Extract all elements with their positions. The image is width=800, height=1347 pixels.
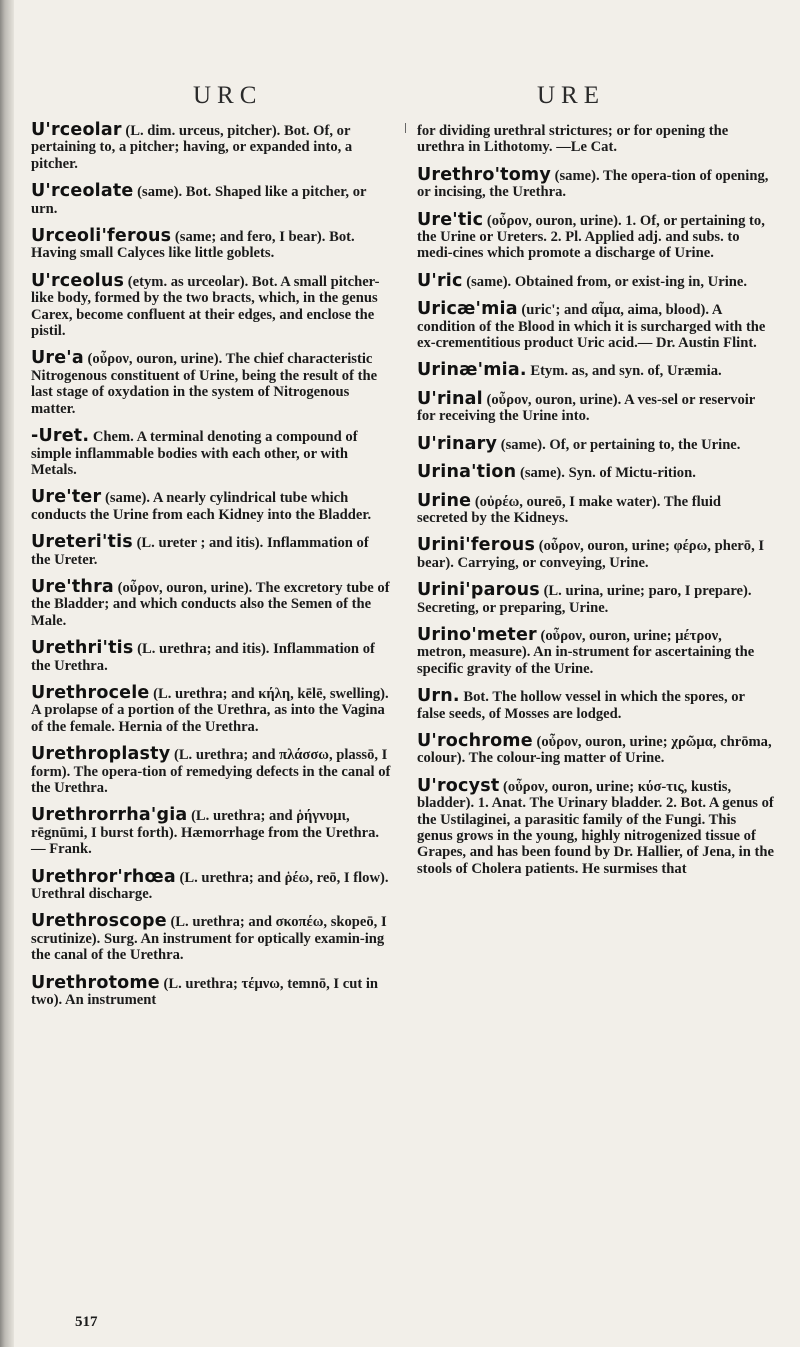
entry-headword: U'rceolus bbox=[31, 270, 125, 291]
header-left: URC bbox=[193, 82, 263, 109]
entry-definition: (οὖρον, ouron, urine; φέρω, pherō, I bear). Carrying, or conveying, Urine. bbox=[417, 538, 765, 571]
entry-definition: (οὖρον, ouron, urine; χρῶμα, chrōma, colour). The colour-ing matter of Urine. bbox=[417, 733, 772, 767]
entry-headword: Ure'ter bbox=[31, 487, 102, 508]
dictionary-entry bbox=[31, 122, 391, 172]
left-column bbox=[31, 122, 391, 1019]
entry-headword: Urina'tion bbox=[417, 462, 517, 483]
entry-headword: Urethroscope bbox=[31, 911, 167, 932]
entry-definition: Etym. as, and syn. of, Uræmia. bbox=[526, 363, 722, 380]
entry-definition: (same). Syn. of Mictu-rition. bbox=[516, 465, 696, 482]
entry-headword: Urceoli'ferous bbox=[31, 226, 172, 247]
entry-headword: U'rocyst bbox=[417, 775, 500, 796]
entry-definition: (same). Bot. Shaped like a pitcher, or urn. bbox=[31, 184, 367, 217]
dictionary-entry bbox=[31, 972, 391, 1009]
entry-headword: U'rceolate bbox=[31, 181, 134, 202]
entry-headword: Urethrorrha'gia bbox=[31, 805, 188, 826]
dictionary-entry bbox=[31, 534, 391, 568]
dictionary-entry bbox=[417, 582, 774, 616]
dictionary-entry bbox=[417, 301, 774, 351]
entry-definition: (same). The opera-tion of opening, or incising, the Urethra. bbox=[417, 167, 769, 201]
dictionary-entry bbox=[417, 624, 774, 677]
entry-headword: Urethro'tomy bbox=[417, 164, 551, 185]
dictionary-entry bbox=[417, 362, 774, 379]
dictionary-entry bbox=[417, 209, 774, 262]
entry-headword: Urethror'rhœa bbox=[31, 866, 176, 887]
dictionary-entry bbox=[31, 270, 391, 340]
dictionary-entry bbox=[31, 489, 391, 523]
page-binding-edge bbox=[0, 0, 14, 1347]
entry-definition: (οὖρον, ouron, urine). The chief characteristic Nitrogenous constituent of Urine, being the result of the last stage of oxydation in the system of Nitrogenous matter. bbox=[31, 351, 378, 417]
entry-definition: (same; and fero, I bear). Bot. Having small Calyces like little goblets. bbox=[31, 229, 355, 262]
entry-definition: (οὖρον, ouron, urine; κύσ-τις, kustis, bladder). 1. Anat. The Urinary bladder. 2. Bot. A genus of the Ustilaginei, a parasitic family of the Fungi. This genus grows in the young, highly nitrogenized tissue of Grapes, and has been found by Dr. Hallier, of Jena, in the stools of Cholera patients. He surmises that bbox=[417, 778, 774, 877]
page-number: 517 bbox=[75, 1314, 98, 1330]
entry-definition: (L. urethra; and κήλη, kēlē, swelling). A prolapse of a portion of the Urethra, as into the Vagina of the female. Hernia of the Urethra. bbox=[31, 685, 389, 735]
dictionary-entry bbox=[417, 388, 774, 425]
entry-headword: Urethrotome bbox=[31, 972, 160, 993]
entry-definition: (οὖρον, ouron, urine). The excretory tube of the Bladder; and which conducts also the Semen of the Male. bbox=[31, 579, 390, 629]
entry-headword: Urinæ'mia. bbox=[417, 360, 527, 381]
entry-headword: Ure'a bbox=[31, 348, 84, 369]
dictionary-entry bbox=[31, 682, 391, 735]
entry-definition: (L. urethra; τέμνω, temnō, I cut in two). An instrument bbox=[31, 975, 379, 1009]
entry-definition: (οὖρον, ouron, urine; μέτρον, metron, measure). An in-strument for ascertaining the specific gravity of the Urine. bbox=[417, 627, 755, 677]
entry-definition: (L. dim. urceus, pitcher). Bot. Of, or pertaining to, a pitcher; having, or expanded into, a pitcher. bbox=[31, 123, 353, 172]
entry-definition: (same). A nearly cylindrical tube which conducts the Urine from each Kidney into the Bladder. bbox=[31, 490, 372, 523]
entry-definition: (οὖρον, ouron, urine). A ves-sel or reservoir for receiving the Urine into. bbox=[417, 391, 756, 425]
entry-headword: Urethroplasty bbox=[31, 744, 171, 765]
dictionary-entry bbox=[31, 807, 391, 857]
dictionary-entry bbox=[31, 640, 391, 674]
entry-headword: U'rochrome bbox=[417, 730, 533, 751]
running-header bbox=[0, 82, 800, 112]
dictionary-entry bbox=[31, 228, 391, 262]
dictionary-entry bbox=[417, 688, 774, 722]
entry-definition: (uric'; and αἷμα, aima, blood). A condition of the Blood in which it is surcharged with the ex-crementitious product Uric acid.— Dr. Austin Flint. bbox=[417, 302, 766, 352]
header-right: URE bbox=[537, 82, 605, 109]
dictionary-entry bbox=[417, 164, 774, 201]
entry-headword: Uricæ'mia bbox=[417, 299, 518, 320]
entry-headword: U'ric bbox=[417, 270, 463, 291]
dictionary-entry bbox=[417, 433, 774, 454]
entry-headword: Urini'ferous bbox=[417, 535, 536, 556]
entry-headword: Urine bbox=[417, 490, 472, 511]
dictionary-entry bbox=[31, 183, 391, 217]
entry-definition: (οὖρον, ouron, urine). 1. Of, or pertaining to, the Urine or Ureters. 2. Pl. Applied adj. and subs. to medi-cines which promote a discharge of Urine. bbox=[417, 212, 765, 262]
entry-definition: (L. urethra; and itis). Inflammation of the Urethra. bbox=[31, 641, 375, 674]
entry-definition: (L. urethra; and πλάσσω, plassō, I form). The opera-tion of remedying defects in the canal of the Urethra. bbox=[31, 747, 391, 796]
entry-headword: U'rinary bbox=[417, 433, 498, 454]
dictionary-entry bbox=[31, 913, 391, 963]
dictionary-entry bbox=[417, 775, 774, 877]
entry-headword: Urini'parous bbox=[417, 580, 540, 601]
entry-definition: Bot. The hollow vessel in which the spores, or false seeds, of Mosses are lodged. bbox=[417, 689, 745, 722]
entry-definition: (etym. as urceolar). Bot. A small pitcher-like body, formed by the two bracts, which, in the genus Carex, become confluent at their edges, and enclose the pistil. bbox=[31, 273, 380, 340]
entry-headword: Urino'meter bbox=[417, 624, 537, 645]
entry-definition: (same). Obtained from, or exist-ing in, Urine. bbox=[462, 273, 747, 290]
entry-headword: U'rinal bbox=[417, 388, 483, 409]
entry-definition: (L. urina, urine; paro, I prepare). Secreting, or preparing, Urine. bbox=[417, 583, 752, 616]
right-column bbox=[417, 122, 774, 888]
entry-headword: U'rceolar bbox=[31, 120, 122, 140]
entry-definition: (same). Of, or pertaining to, the Urine. bbox=[497, 436, 741, 453]
entry-definition: Chem. A terminal denoting a compound of simple inflammable bodies with each other, or with Metals. bbox=[31, 429, 358, 478]
dictionary-entry bbox=[31, 428, 391, 478]
entry-definition: (L. urethra; and σκοπέω, skopeō, I scrutinize). Surg. An instrument for optically examin-ing the canal of the Urethra. bbox=[31, 914, 387, 964]
entry-definition: for dividing urethral strictures; or for opening the urethra in Lithotomy. —Le Cat. bbox=[417, 123, 729, 156]
dictionary-entry-continued bbox=[417, 122, 774, 156]
dictionary-entry bbox=[417, 537, 774, 571]
entry-definition: (L. ureter ; and itis). Inflammation of the Ureter. bbox=[31, 535, 369, 568]
dictionary-entry bbox=[31, 866, 391, 903]
dictionary-entry bbox=[31, 350, 391, 417]
dictionary-entry bbox=[31, 746, 391, 796]
dictionary-entry bbox=[417, 730, 774, 767]
column-mark bbox=[405, 123, 406, 133]
entry-headword: Ure'thra bbox=[31, 576, 114, 597]
entry-headword: Ureteri'tis bbox=[31, 532, 133, 553]
entry-headword: -Uret. bbox=[31, 426, 90, 447]
entry-headword: Urn. bbox=[417, 686, 460, 707]
entry-headword: Urethrocele bbox=[31, 682, 150, 703]
dictionary-entry bbox=[417, 270, 774, 291]
entry-definition: (L. urethra; and ῥέω, reō, I flow). Urethral discharge. bbox=[31, 869, 389, 903]
dictionary-entry bbox=[417, 464, 774, 481]
dictionary-entry bbox=[31, 576, 391, 629]
entry-definition: (οὐρέω, oureō, I make water). The fluid secreted by the Kidneys. bbox=[417, 493, 722, 526]
entry-definition: (L. urethra; and ῥήγνυμι, rēgnūmi, I burst forth). Hæmorrhage from the Urethra. — Frank. bbox=[31, 808, 380, 858]
dictionary-entry bbox=[417, 490, 774, 527]
entry-headword: Ure'tic bbox=[417, 209, 484, 230]
entry-headword: Urethri'tis bbox=[31, 638, 134, 659]
